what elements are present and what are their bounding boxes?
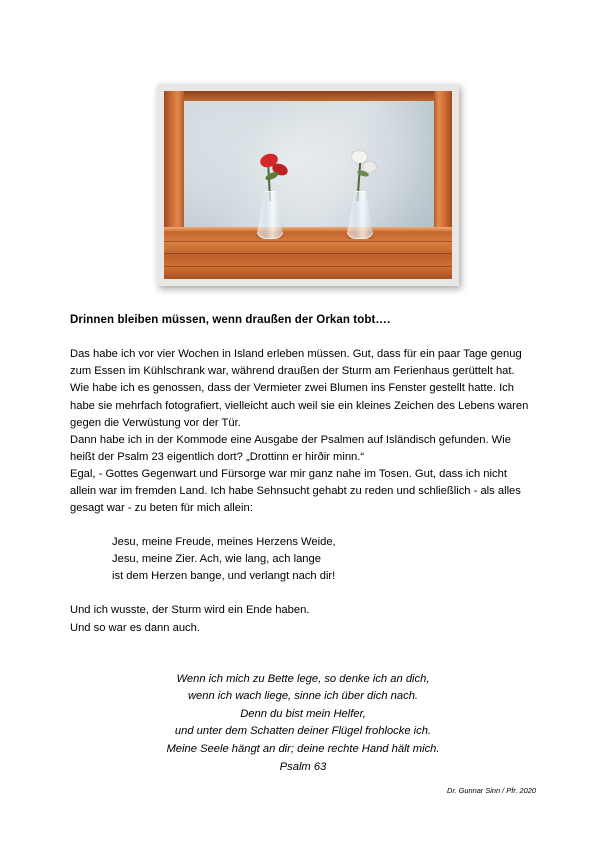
- window-sill-edge: [164, 227, 452, 231]
- document-body: [70, 312, 536, 796]
- photo: [157, 84, 459, 286]
- white-flower-bloom: [352, 151, 367, 163]
- photo-image: [164, 91, 452, 279]
- paragraph-2: Wie habe ich es genossen, dass der Vermieter zwei Blumen ins Fenster gestellt hatte. Ich habe sie mehrfach fotografiert, vielleicht auch weil sie ein kleines Zeichen des Lebens waren gegen die Verwüstung vor der Tür.: [70, 382, 529, 429]
- psalm-line-1: Wenn ich mich zu Bette lege, so denke ich an dich,: [176, 672, 430, 685]
- closing-line-2: Und so war es dann auch.: [70, 621, 200, 634]
- author-signature: Dr. Gunnar Sinn / Pfr. 2020: [446, 786, 536, 796]
- psalm-line-2: wenn ich wach liege, sinne ich über dich nach.: [187, 690, 419, 703]
- photo-frame: [157, 84, 459, 286]
- paragraph-4: Egal, - Gottes Gegenwart und Fürsorge war mir ganz nahe im Tosen. Gut, dass ich nicht allein war im fremden Land. Ich habe Sehnsucht gehabt zu reden und schließlich - als alles gesagt war - zu beten für mich allein:: [70, 467, 521, 515]
- spacer: [70, 637, 536, 654]
- sill-plank-line: [164, 266, 452, 267]
- white-flower-bloom-secondary: [363, 162, 376, 172]
- sill-plank-line: [164, 241, 452, 242]
- window-frame-top: [164, 91, 452, 101]
- closing-line-1: Und ich wusste, der Sturm wird ein Ende haben.: [70, 604, 310, 617]
- psalm-reference: Psalm 63: [279, 760, 327, 773]
- spacer: [70, 585, 536, 602]
- window-sill: [164, 227, 452, 279]
- hymn-line-2: Jesu, meine Zier. Ach, wie lang, ach lange: [112, 553, 321, 566]
- psalm-line-5: Meine Seele hängt an dir; deine rechte Hand hält mich.: [166, 743, 440, 756]
- paragraph-3: Dann habe ich in der Kommode eine Ausgabe der Psalmen auf Isländisch gefunden. Wie heißt der Psalm 23 eigentlich dort? „Drottinn er hirðir minn.“: [70, 433, 511, 463]
- spacer: [70, 517, 536, 534]
- hymn-line-3: ist dem Herzen bange, und verlangt nach dir!: [112, 570, 336, 583]
- psalm-line-4: und unter dem Schatten deiner Flügel frohlocke ich.: [174, 725, 432, 738]
- spacer: [70, 654, 536, 671]
- sill-plank-line: [164, 253, 452, 254]
- psalm-line-3: Denn du bist mein Helfer,: [240, 707, 366, 720]
- paragraph-1: Das habe ich vor vier Wochen in Island erleben müssen. Gut, dass für ein paar Tage genug zum Essen im Kühlschrank war, während draußen der Sturm am Ferienhaus gerüttelt hat.: [70, 348, 522, 378]
- page-title: Drinnen bleiben müssen, wenn draußen der Orkan tobt….: [70, 314, 391, 326]
- hymn-line-1: Jesu, meine Freude, meines Herzens Weide,: [112, 536, 336, 549]
